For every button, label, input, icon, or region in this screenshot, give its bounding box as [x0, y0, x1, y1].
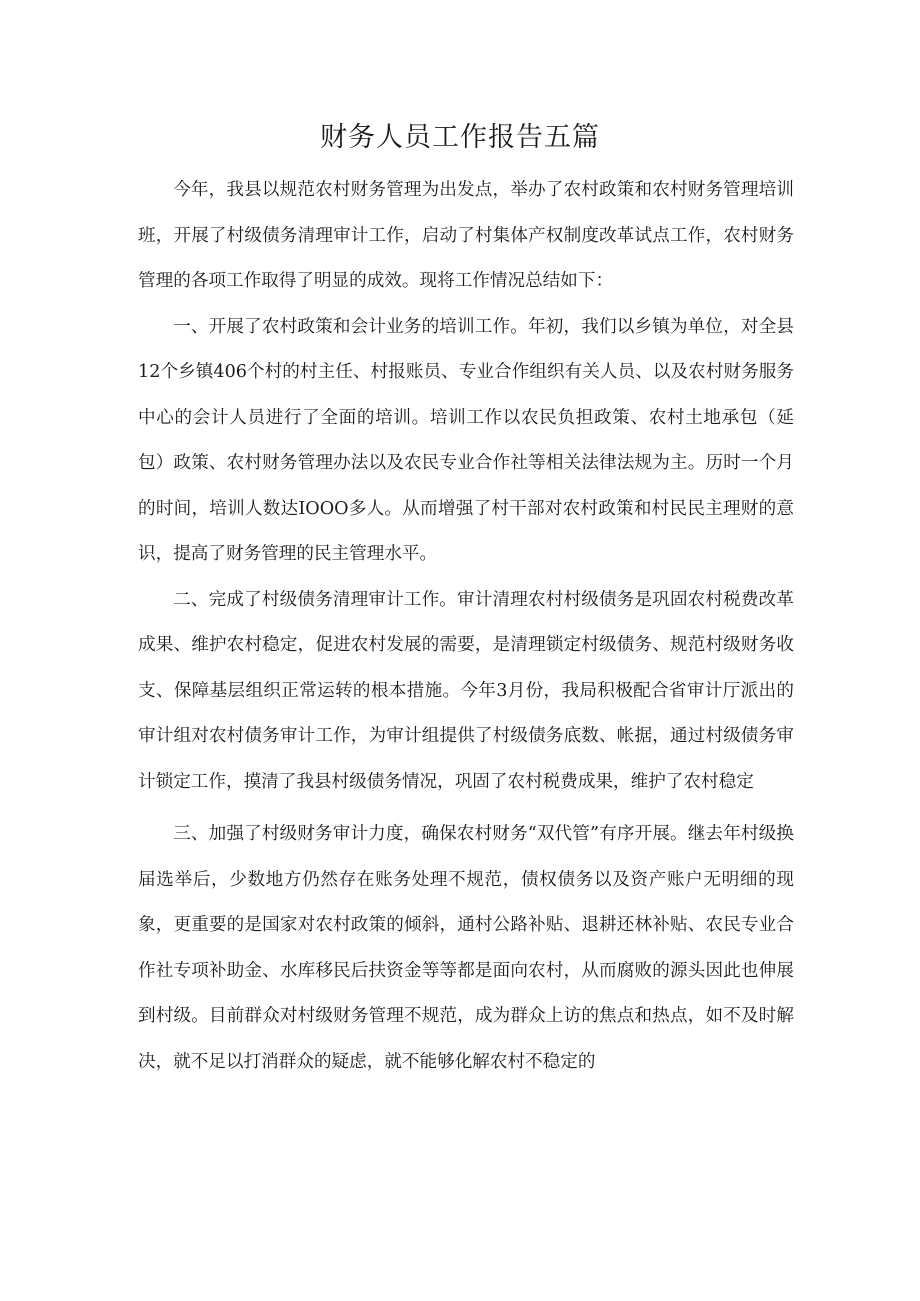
paragraph-intro: 今年，我县以规范农村财务管理为出发点，举办了农村政策和农村财务管理培训班，开展了村级债务清理审计工作，启动了村集体产权制度改革试点工作，农村财务管理的各项工作取得了明显的成效。现将工作情况总结如下：: [138, 180, 794, 291]
document-title: 财务人员工作报告五篇: [320, 122, 600, 153]
paragraph-audit-strengthening: 三、加强了村级财务审计力度，确保农村财务“双代管”有序开展。继去年村级换届选举后，少数地方仍然存在账务处理不规范，债权债务以及资产账户无明细的现象，更重要的是国家对农村政策的倾斜，通村公路补贴、退耕还林补贴、农民专业合作社专项补助金、水库移民后扶资金等等都是面向农村，从而腐败的源头因此也伸展到村级。目前群众对村级财务管理不规范，成为群众上访的焦点和热点，如不及时解决，就不足以打消群众的疑虑，就不能够化解农村不稳定的: [138, 824, 794, 1072]
paragraph-debt-audit: 二、完成了村级债务清理审计工作。审计清理农村村级债务是巩固农村税费改革成果、维护农村稳定，促进农村发展的需要，是清理锁定村级债务、规范村级财务收支、保障基层组织正常运转的根本措施。今年3月份，我局积极配合省审计厅派出的审计组对农村债务审计工作，为审计组提供了村级债务底数、帐据，通过村级债务审计锁定工作，摸清了我县村级债务情况，巩固了农村税费成果，维护了农村稳定: [138, 589, 794, 792]
document-body: [138, 168, 794, 1085]
paragraph-training: 一、开展了农村政策和会计业务的培训工作。年初，我们以乡镇为单位，对全县12个乡镇406个村的村主任、村报账员、专业合作组织有关人员、以及农村财务服务中心的会计人员进行了全面的培训。培训工作以农民负担政策、农村土地承包（延包）政策、农村财务管理办法以及农民专业合作社等相关法律法规为主。历时一个月的时间，培训人数达IOOO多人。从而增强了村干部对农村政策和村民民主理财的意识，提高了财务管理的民主管理水平。: [138, 316, 794, 564]
